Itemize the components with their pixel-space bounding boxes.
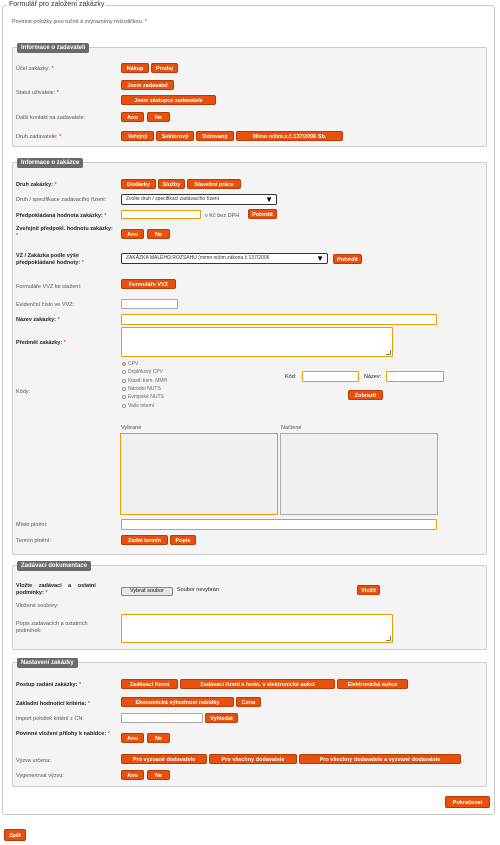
vlozte-label: Vložte zadávací a ostatní podmínky: * (16, 583, 96, 596)
specifikace-value: Zvolte druh / specifikaci zadávacího řízení (126, 196, 220, 202)
vyzvane-dodavatele-button[interactable]: Pro vyzvané dodavatele (121, 754, 207, 764)
druh-zadavatele-label: Druh zadavatele: * (16, 134, 62, 140)
zadavaci-rizeni-aukce-button[interactable]: Zadávací řízení s hodn. v elektronické aukci (180, 679, 335, 689)
vybrane-label: Vybrané (121, 425, 142, 431)
kod-option-interni[interactable]: Vaše interní (122, 403, 154, 409)
zobrazit-button[interactable]: Zobrazit (348, 390, 383, 400)
evidencni-input[interactable] (121, 299, 178, 309)
kod-input[interactable] (302, 371, 359, 382)
kod-label: Kód: (285, 374, 297, 380)
required-note: Povinné položky jsou tučně a zvýrazněny hvězdičkou. * (12, 19, 147, 25)
kontakt-ne-button[interactable]: Ne (147, 112, 170, 122)
verejny-button[interactable]: Veřejný (121, 131, 154, 141)
pokracovat-button[interactable]: Pokračovat (445, 796, 490, 808)
radio-icon (122, 395, 126, 399)
zverejnit-ne-button[interactable]: Ne (147, 229, 170, 239)
nactene-label: Načtené (281, 425, 302, 431)
kod-option-doplnkovy[interactable]: Doplňkový CPV (122, 369, 163, 375)
specifikace-select[interactable] (121, 194, 277, 205)
vyhledat-button[interactable]: Vyhledat (205, 713, 238, 723)
resize-grip-icon[interactable] (386, 636, 391, 641)
vyzva-label: Výzva určena: (16, 758, 51, 764)
vsechny-a-vyzvane-button[interactable]: Pro všechny dodavatele a vyzvané dodavatele (299, 754, 461, 764)
mimo-rezim-button[interactable]: Mimo režim.z.č.137/2006 Sb. (236, 131, 343, 141)
zverejnit-label: Zveřejnit předpokl. hodnotu zakázky: * (16, 226, 113, 239)
formular-label: Formuláře VVZ ke stažení: (16, 284, 82, 290)
sluzby-button[interactable]: Služby (158, 179, 185, 189)
predmet-label: Předmět zakázky: * (16, 340, 66, 346)
kod-option-cpv[interactable]: CPV (122, 361, 138, 367)
nazev-label: Název zakázky: * (16, 317, 60, 323)
popis-podminek-textarea[interactable] (121, 614, 393, 643)
ekonomicka-vyhodnost-button[interactable]: Ekonomická výhodnost nabídky (121, 697, 234, 707)
resize-grip-icon[interactable] (386, 350, 391, 355)
radio-selected-icon (122, 362, 126, 366)
vygenerovat-ano-button[interactable]: Ano (121, 770, 144, 780)
vlozene-label: Vložené soubory: (16, 603, 59, 609)
section-title-zadavatel: Informace o zadavateli (17, 43, 89, 53)
hodnota-unit: v Kč bez DPH (205, 213, 240, 219)
nazev-kod-label: Název: (364, 374, 382, 380)
radio-icon (122, 379, 126, 383)
radio-icon (122, 370, 126, 374)
ucel-label: Účel zakázky: * (16, 66, 54, 72)
kod-option-narodni-nuts[interactable]: Národní NUTS (122, 386, 161, 392)
nazev-kod-input[interactable] (386, 371, 444, 382)
kod-option-evropske-nuts[interactable]: Evropské NUTS (122, 394, 164, 400)
stavebni-prace-button[interactable]: Stavební práce (187, 179, 241, 189)
kod-option-klasif[interactable]: Klasif. kom. MMH (122, 378, 167, 384)
zpet-button[interactable]: Zpět (4, 829, 26, 841)
vz-potvrdit-button[interactable]: Potvrdit (333, 254, 362, 264)
vygenerovat-ne-button[interactable]: Ne (147, 770, 170, 780)
povinne-label: Povinné vložení přílohy k nabídce: * (16, 731, 110, 737)
druh-zakazky-label: Druh zakázky: * (16, 182, 57, 188)
zadat-termin-button[interactable]: Zadat termín (121, 535, 168, 545)
vsechny-dodavatele-button[interactable]: Pro všechny dodavatele (209, 754, 297, 764)
vybrane-list[interactable] (120, 433, 278, 515)
vz-select[interactable] (121, 253, 328, 264)
popis-button[interactable]: Popis (170, 535, 196, 545)
sektorovy-button[interactable]: Sektorový (156, 131, 194, 141)
formulare-vvz-button[interactable]: Formuláře VVZ (121, 279, 176, 289)
jsem-zadavatel-button[interactable]: Jsem zadavatel (121, 80, 174, 90)
vybrat-soubor-button[interactable]: Vybrat soubor (121, 587, 173, 596)
dodavky-button[interactable]: Dodávky (121, 179, 156, 189)
section-title-dokumentace: Zadávací dokumentace (17, 561, 91, 571)
kody-label: Kódy: (16, 389, 31, 395)
dotovany-button[interactable]: Dotovaný (196, 131, 234, 141)
hodnota-potvrdit-button[interactable]: Potvrdit (248, 209, 277, 219)
kriterium-label: Základní hodnotící kritéria: * (16, 701, 90, 707)
hodnota-label: Předpokládaná hodnota zakázky: * (16, 213, 107, 219)
kontakt-ano-button[interactable]: Ano (121, 112, 144, 122)
nactene-list[interactable] (280, 433, 438, 515)
form-legend: Formulář pro založení zakázky (9, 1, 105, 8)
section-title-zakazka: Informace o zakázce (17, 158, 83, 168)
zverejnit-ano-button[interactable]: Ano (121, 229, 144, 239)
vygenerovat-label: Vygenerovat výzvu: (16, 773, 64, 779)
hodnota-input[interactable] (121, 210, 201, 219)
import-input[interactable] (121, 713, 203, 723)
popis-podminek-label: Popis zadávacích a ostatních podmínek: (16, 621, 88, 634)
misto-input[interactable] (121, 519, 437, 530)
jsem-zastupce-button[interactable]: Jsem zástupce zadavatele (121, 95, 216, 105)
dropdown-arrow-icon: ▼ (265, 195, 273, 204)
evidencni-label: Evidenční číslo ve VVZ: (16, 302, 75, 308)
specifikace-label: Druh / specifikace zadávacího řízení: (16, 197, 107, 203)
postup-label: Postup zadání zakázky: * (16, 682, 82, 688)
povinne-ano-button[interactable]: Ano (121, 733, 144, 743)
zadavaci-rizeni-button[interactable]: Zadávací řízení (121, 679, 178, 689)
section-title-nastaveni: Nastavení zakázky (17, 658, 78, 668)
nazev-input[interactable] (121, 314, 437, 325)
prodej-button[interactable]: Prodej (151, 63, 178, 73)
elektronicka-aukce-button[interactable]: Elektronická aukce (337, 679, 408, 689)
povinne-ne-button[interactable]: Ne (147, 733, 170, 743)
import-label: Import položek kritérií z CN: (16, 716, 84, 722)
cena-button[interactable]: Cena (236, 697, 261, 707)
nakup-button[interactable]: Nákup (121, 63, 149, 73)
radio-icon (122, 387, 126, 391)
vz-value: ZAKÁZKA MALÉHO ROZSAHU (mimo režim zákona č.137/2006 (126, 255, 270, 261)
statut-label: Statut uživatele: * (16, 90, 59, 96)
vlozit-button[interactable]: Vložit (357, 585, 380, 595)
dropdown-arrow-icon: ▼ (313, 254, 324, 263)
misto-label: Místo plnění: (16, 522, 48, 528)
kontakt-label: Další kontakt na zadavatele: (16, 115, 86, 121)
termin-label: Termín plnění: (16, 538, 51, 544)
no-file-text: Soubor nevybrán (177, 587, 219, 593)
radio-icon (122, 404, 126, 408)
predmet-textarea[interactable] (121, 327, 393, 357)
vz-label: VZ / Zakázka podle výše předpokládané hodnoty: * (16, 253, 84, 266)
